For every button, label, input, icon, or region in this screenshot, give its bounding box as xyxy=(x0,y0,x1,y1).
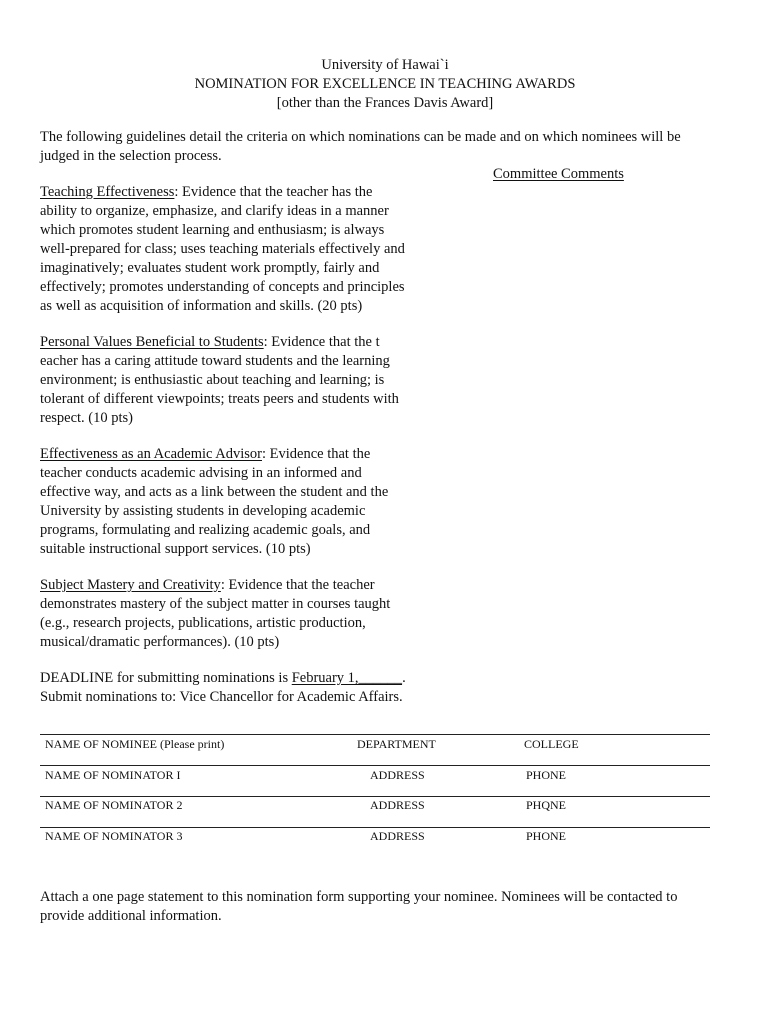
criterion-text: suitable instructional support services. (10 pts) xyxy=(40,541,311,557)
nominator-2-address-field[interactable]: ADDRESS xyxy=(370,798,425,812)
document-header xyxy=(0,56,770,113)
criterion-text: : Evidence that the xyxy=(262,446,371,462)
criterion-title: Effectiveness as an Academic Advisor xyxy=(40,446,262,462)
deadline-section xyxy=(40,669,406,707)
submit-instructions: Submit nominations to: Vice Chancellor for Academic Affairs. xyxy=(40,689,403,705)
deadline-text: DEADLINE for submitting nominations is xyxy=(40,670,292,686)
closing-line: Attach a one page statement to this nomination form supporting your nominee. Nominees will be contacted to xyxy=(40,889,678,905)
form-subtitle: [other than the Frances Davis Award] xyxy=(276,95,494,111)
nominator-2-name-field[interactable]: NAME OF NOMINATOR 2 xyxy=(45,798,183,812)
intro-line: judged in the selection process. xyxy=(40,148,222,164)
nominator-3-address-field[interactable]: ADDRESS xyxy=(370,829,425,843)
form-rule xyxy=(40,796,710,797)
criterion-text: University by assisting students in developing academic xyxy=(40,503,366,519)
nominator-1-phone-field[interactable]: PHONE xyxy=(526,768,567,782)
criterion-text: well-prepared for class; uses teaching materials effectively and xyxy=(40,241,405,257)
criterion-text: eacher has a caring attitude toward students and the learning xyxy=(40,353,390,369)
nominee-name-field[interactable]: NAME OF NOMINEE (Please print) xyxy=(45,737,225,751)
nominator-3-name-field[interactable]: NAME OF NOMINATOR 3 xyxy=(45,829,183,843)
criterion-title: Subject Mastery and Creativity xyxy=(40,577,221,593)
intro-paragraph xyxy=(40,128,681,166)
criterion-text: which promotes student learning and enthusiasm; is always xyxy=(40,222,385,238)
form-rule xyxy=(40,765,710,766)
deadline-date: February 1,______ xyxy=(291,670,403,686)
nominator-1-address-field[interactable]: ADDRESS xyxy=(370,768,425,782)
form-title: NOMINATION FOR EXCELLENCE IN TEACHING AWARDS xyxy=(194,76,576,92)
criterion-text: demonstrates mastery of the subject matter in courses taught xyxy=(40,596,391,612)
criterion-text: imaginatively; evaluates student work promptly, fairly and xyxy=(40,260,380,276)
closing-line: provide additional information. xyxy=(40,908,222,924)
criterion-text: (e.g., research projects, publications, artistic production, xyxy=(40,615,366,631)
nominator-2-phone-field[interactable]: PHQNE xyxy=(526,798,567,812)
form-rule xyxy=(40,734,710,735)
form-rule xyxy=(40,827,710,828)
nominator-3-phone-field[interactable]: PHONE xyxy=(526,829,567,843)
criterion-text: respect. (10 pts) xyxy=(40,410,134,426)
closing-paragraph xyxy=(40,888,677,926)
criterion-text: environment; is enthusiastic about teaching and learning; is xyxy=(40,372,385,388)
criterion-title: Personal Values Beneficial to Students xyxy=(40,334,264,350)
committee-comments-heading xyxy=(493,165,624,184)
criterion-text: tolerant of different viewpoints; treats peers and students with xyxy=(40,391,399,407)
criterion-text: musical/dramatic performances). (10 pts) xyxy=(40,634,280,650)
criterion-text: effectively; promotes understanding of concepts and principles xyxy=(40,279,405,295)
nominator-1-name-field[interactable]: NAME OF NOMINATOR I xyxy=(45,768,181,782)
college-field[interactable]: COLLEGE xyxy=(524,737,579,751)
criterion-text: ability to organize, emphasize, and clarify ideas in a manner xyxy=(40,203,389,219)
criterion-text: effective way, and acts as a link between the student and the xyxy=(40,484,389,500)
criterion-teaching-effectiveness xyxy=(40,183,405,316)
committee-comments-label: Committee Comments xyxy=(493,166,624,182)
criterion-text: programs, formulating and realizing academic goals, and xyxy=(40,522,371,538)
criterion-academic-advisor xyxy=(40,445,388,559)
intro-line: The following guidelines detail the criteria on which nominations can be made and on which nominees will be xyxy=(40,129,681,145)
deadline-period: . xyxy=(402,670,406,686)
criterion-subject-mastery xyxy=(40,576,390,652)
university-name: University of Hawai`i xyxy=(321,57,449,73)
criterion-text: teacher conducts academic advising in an informed and xyxy=(40,465,362,481)
criterion-text: : Evidence that the t xyxy=(263,334,380,350)
criterion-text: : Evidence that the teacher xyxy=(220,577,375,593)
criterion-title: Teaching Effectiveness xyxy=(40,184,175,200)
criterion-text: : Evidence that the teacher has the xyxy=(174,184,373,200)
criterion-text: as well as acquisition of information and skills. (20 pts) xyxy=(40,298,363,314)
department-field[interactable]: DEPARTMENT xyxy=(357,737,436,751)
criterion-personal-values xyxy=(40,333,399,428)
